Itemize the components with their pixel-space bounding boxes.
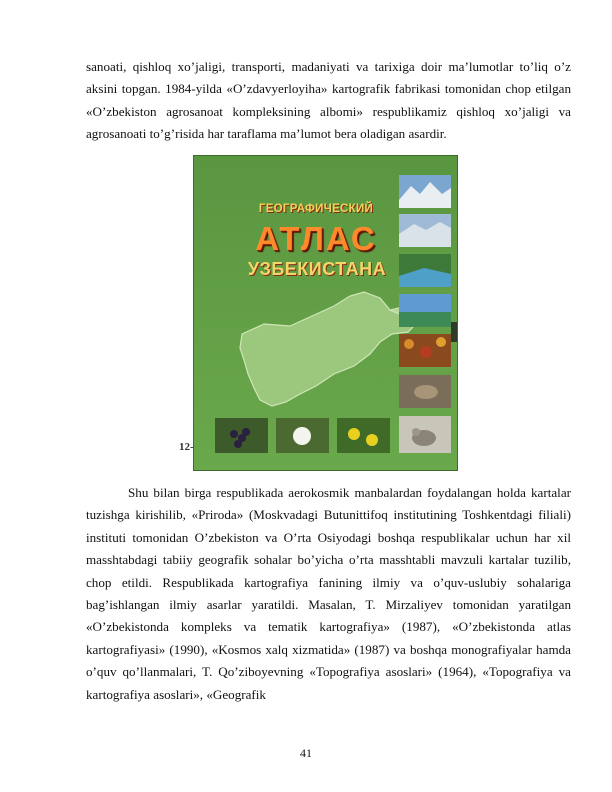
cover-title-big: АТЛАС (255, 220, 377, 257)
cover-title-small: ГЕОГРАФИЧЕСКИЙ (258, 203, 374, 215)
body-paragraph-1: sanoati, qishloq xo’jaligi, transporti, madaniyati va tarixiga doir ma’lumotlar to’liq o’z aksini topgan. 1984-yilda «O’zdavyerloyiha» kartografik fabrikasi tomonidan chop etilgan «O’zbekiston agrosanoat kompleksining albomi» respublikamiz qishloq xo’jaligi va agrosanoati to’g’risida har taraflama ma’lumot bera oladigan asardir. (86, 59, 571, 142)
cover-title-mid: УЗБЕКИСТАНА (247, 259, 387, 279)
body-paragraph-2: Shu bilan birga respublikada aerokosmik manbalardan foydalangan holda kartalar tuzishga kirishilib, «Priroda» (Moskvadagi Butunittifoq institutining Toshkentdagi filiali) instituti tomonidan O’zbekiston va O’rta Osiyodagi boshqa respublikalar uchun har xil masshtabdagi tabiiy geografik sohalar bo’yicha o’rta masshtabli mavzuli kartalar tuzilib, chop etildi. Respublikada kartografiya fanining ilmiy va o’quv-uslubiy sohalariga bag’ishlangan ilmiy asarlar yaratildi. Masalan, T. Mirzaliyev tomonidan yaratilgan «O’zbekistonda kompleks va tematik kartografiya» (1987), «O’zbekistonda atlas kartografiyasi» (1990), «Kosmos xalq xizmatida» (1987) va boshqa monografiyalar hamda o’quv qo’llanmalari, T. Qo’ziboyevning «Topografiya asoslari» (1964), «Topografiya va kartografiya asoslari», «Geografik (86, 485, 571, 702)
atlas-cover-image (193, 155, 458, 471)
figure-label: 12- (179, 441, 194, 453)
page-number: 41 (300, 746, 312, 760)
